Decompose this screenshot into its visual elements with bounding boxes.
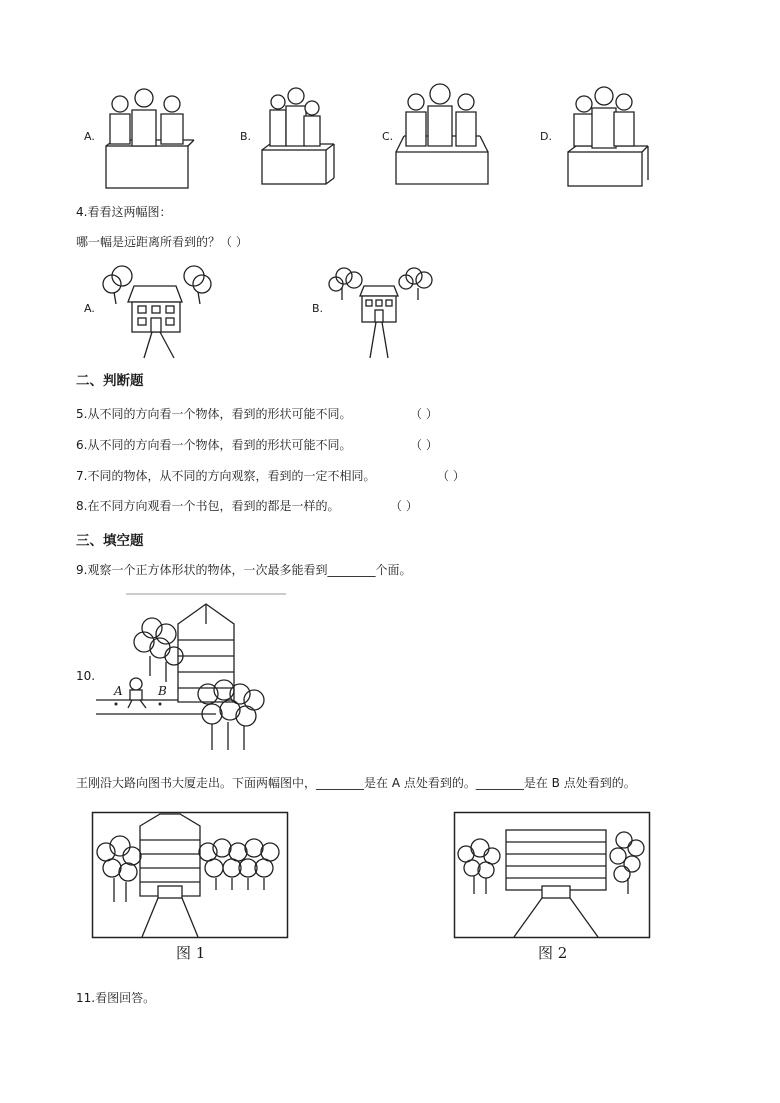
q10-blank-2[interactable]: ________ — [475, 776, 524, 790]
q10-figure-2[interactable] — [454, 812, 650, 962]
q3-figure-d — [540, 84, 650, 190]
q10-figure-1-drawing — [92, 812, 288, 938]
section2-heading: 二、判断题 — [76, 373, 144, 389]
q9-blank[interactable]: ________ — [327, 563, 376, 577]
q3-figure-c — [382, 82, 492, 186]
q10-point-b-label: B — [158, 684, 167, 698]
q9-line — [76, 562, 411, 578]
q3-option-d[interactable] — [540, 84, 650, 190]
q10-scene-drawing — [96, 590, 286, 756]
q10-blank-1[interactable]: ________ — [316, 776, 365, 790]
q3-option-b[interactable] — [240, 86, 340, 190]
q5-answer-paren[interactable]: （ ） — [410, 407, 438, 421]
q6-answer-paren[interactable]: （ ） — [410, 438, 438, 452]
q4-option-a[interactable] — [84, 262, 214, 360]
q11-text: 11.看图回答。 — [76, 991, 156, 1005]
q3-option-c-label: C. — [382, 130, 394, 143]
section3-heading: 三、填空题 — [76, 533, 144, 549]
q4-title: 4.看看这两幅图： — [76, 205, 172, 219]
q4-house-far-icon — [312, 262, 442, 360]
q9-text-before: 9.观察一个正方体形状的物体，一次最多能看到 — [76, 563, 328, 577]
q7-text: 7.不同的物体，从不同的方向观察，看到的一定不相同。 — [76, 469, 376, 483]
q3-option-a-label: A. — [84, 130, 95, 143]
q3-option-c[interactable] — [382, 82, 492, 186]
q10-text-3: 是在 B 点处看到的。 — [523, 776, 636, 790]
q10-figure-1-caption: 图 1 — [176, 944, 206, 962]
q4-question: 哪一幅是远距离所看到的？（ ） — [76, 235, 248, 249]
q10-scene — [96, 590, 286, 756]
q10-text-1: 王刚沿大路向图书大厦走出。下面两幅图中， — [76, 776, 317, 790]
q10-figure-1[interactable] — [92, 812, 288, 962]
q3-figure-b — [240, 86, 340, 190]
q8-answer-paren[interactable]: （ ） — [390, 499, 418, 513]
q10-figure-2-caption: 图 2 — [538, 944, 568, 962]
q3-option-d-label: D. — [540, 130, 552, 143]
q4-option-a-label: A. — [84, 302, 95, 315]
q3-figure-a — [84, 86, 194, 190]
q7-answer-paren[interactable]: （ ） — [437, 469, 465, 483]
q6-text: 6.从不同的方向看一个物体，看到的形状可能不同。 — [76, 438, 352, 452]
q4-house-near-icon — [84, 262, 214, 360]
q4-option-b-label: B. — [312, 302, 324, 315]
q4-option-b[interactable] — [312, 262, 442, 360]
q10-point-a-label: A — [114, 684, 123, 698]
q10-figure-2-drawing — [454, 812, 650, 938]
q3-option-b-label: B. — [240, 130, 252, 143]
q9-text-after: 个面。 — [375, 563, 412, 577]
q10-text-2: 是在 A 点处看到的。 — [364, 776, 476, 790]
q5-text: 5.从不同的方向看一个物体，看到的形状可能不同。 — [76, 407, 352, 421]
q10-question-line — [76, 775, 636, 791]
q8-text: 8.在不同方向观看一个书包，看到的都是一样的。 — [76, 499, 340, 513]
q3-option-a[interactable] — [84, 86, 194, 190]
q10-number: 10. — [76, 669, 96, 683]
